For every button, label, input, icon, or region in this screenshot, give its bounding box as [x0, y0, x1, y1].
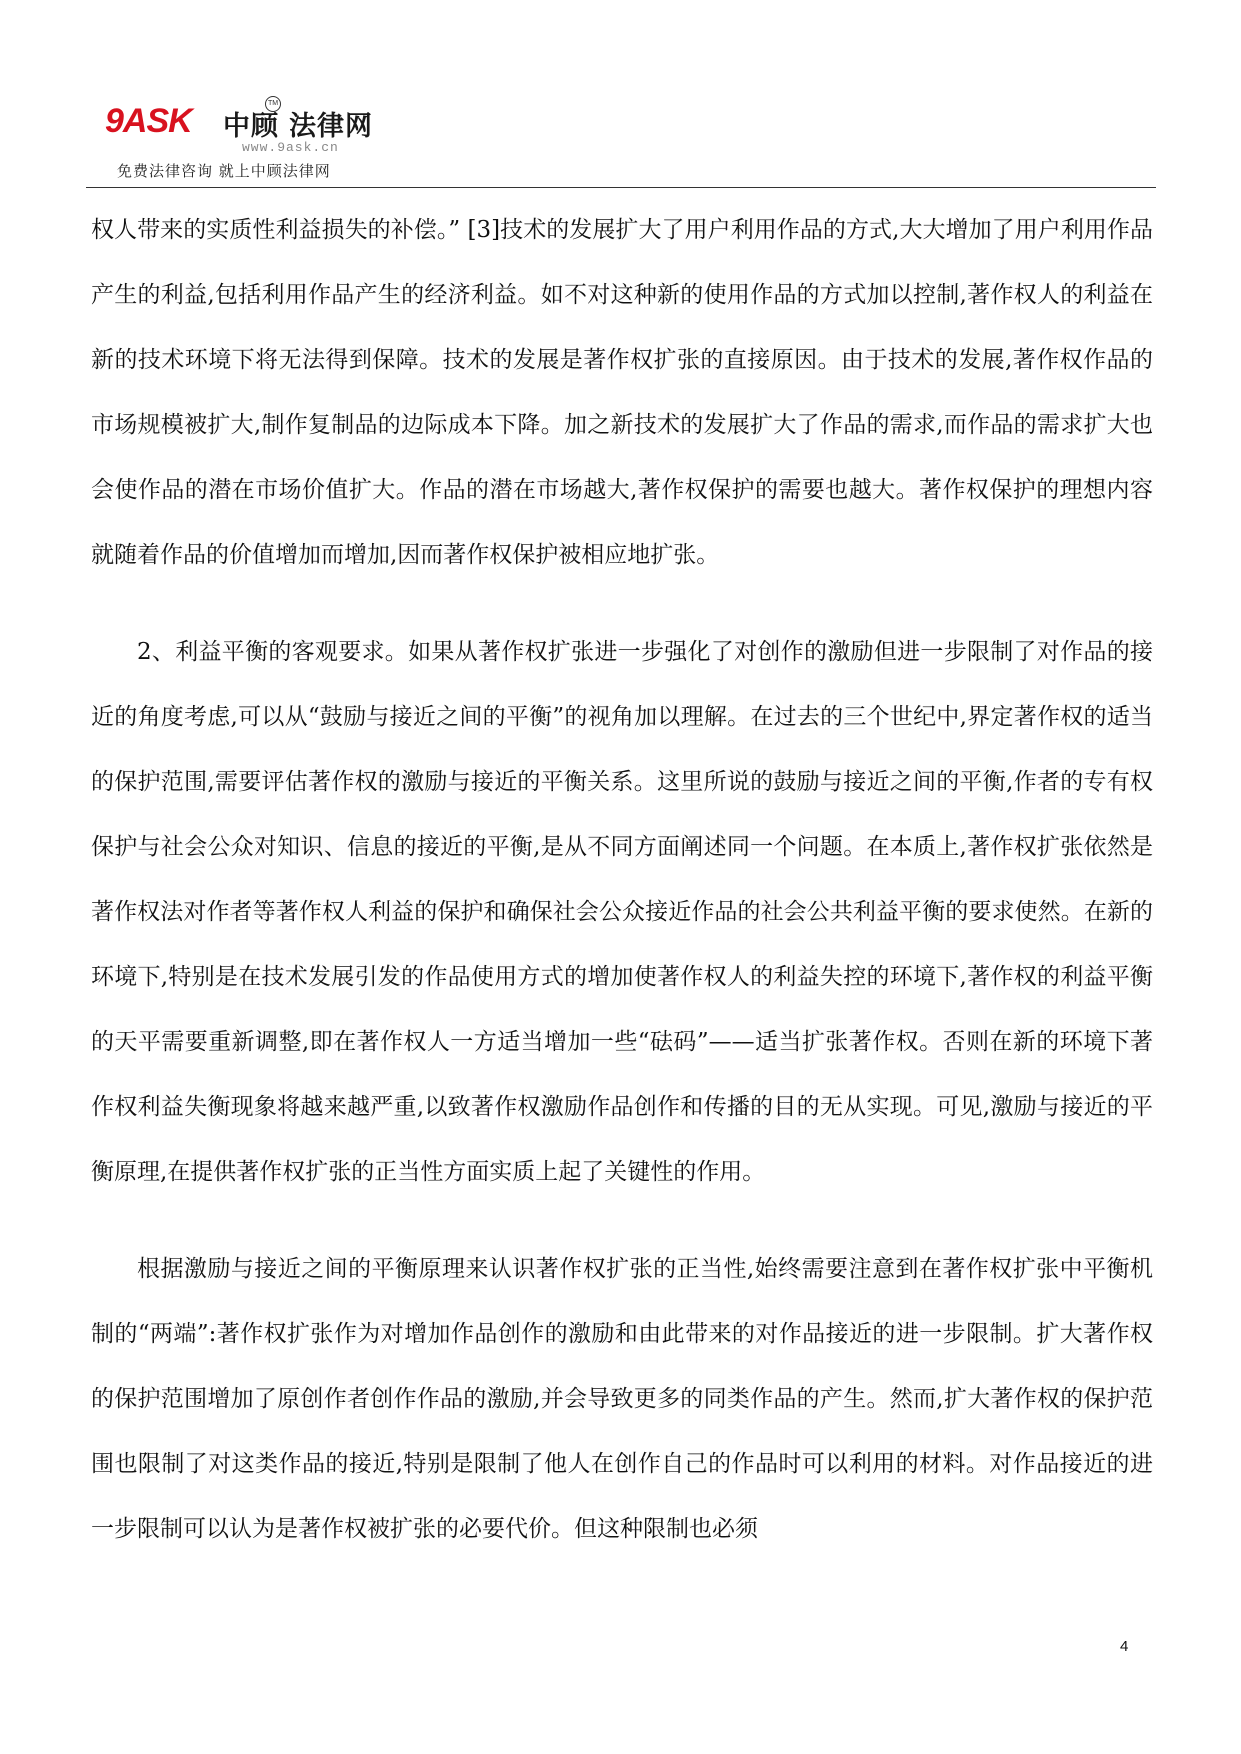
paragraph-3: 根据激励与接近之间的平衡原理来认识著作权扩张的正当性,始终需要注意到在著作权扩张中平衡机制的“两端”:著作权扩张作为对增加作品创作的激励和由此带来的对作品接近的进一步限制。扩大著作权的保护范围增加了原创作者创作作品的激励,并会导致更多的同类作品的产生。然而,扩大著作权的保护范围也限制了对这类作品的接近,特别是限制了他人在创作自己的作品时可以利用的材料。对作品接近的进一步限制可以认为是著作权被扩张的必要代价。但这种限制也必须 [91, 1256, 1153, 1542]
document-body [91, 198, 1153, 1562]
logo-mark: 9ASK [105, 102, 192, 140]
logo-brand-text: 中顾 [223, 111, 279, 142]
header-divider [86, 187, 1156, 188]
paragraph-2: 2、利益平衡的客观要求。如果从著作权扩张进一步强化了对创作的激励但进一步限制了对作品的接近的角度考虑,可以从“鼓励与接近之间的平衡”的视角加以理解。在过去的三个世纪中,界定著作权的适当的保护范围,需要评估著作权的激励与接近的平衡关系。这里所说的鼓励与接近之间的平衡,作者的专有权保护与社会公众对知识、信息的接近的平衡,是从不同方面阐述同一个问题。在本质上,著作权扩张依然是著作权法对作者等著作权人利益的保护和确保社会公众接近作品的社会公共利益平衡的要求使然。在新的环境下,特别是在技术发展引发的作品使用方式的增加使著作权人的利益失控的环境下,著作权的利益平衡的天平需要重新调整,即在著作权人一方适当增加一些“砝码”——适当扩张著作权。否则在新的环境下著作权利益失衡现象将越来越严重,以致著作权激励作品创作和传播的目的无从实现。可见,激励与接近的平衡原理,在提供著作权扩张的正当性方面实质上起了关键性的作用。 [91, 639, 1153, 1185]
paragraph-spacer [91, 588, 1153, 620]
logo-name-text: 法律网 [289, 111, 373, 142]
site-logo[interactable] [105, 82, 465, 178]
logo-wordmark [223, 104, 373, 143]
logo-url: www.9ask.cn [242, 140, 339, 155]
paragraph-spacer [91, 1205, 1153, 1237]
logo-slogan: 免费法律咨询 就上中顾法律网 [117, 162, 331, 180]
trademark-icon: TM [265, 96, 281, 112]
page-number: 4 [1120, 1638, 1129, 1655]
paragraph-1: 权人带来的实质性利益损失的补偿。” [3]技术的发展扩大了用户利用作品的方式,大大增加了用户利用作品产生的利益,包括利用作品产生的经济利益。如不对这种新的使用作品的方式加以控制,著作权人的利益在新的技术环境下将无法得到保障。技术的发展是著作权扩张的直接原因。由于技术的发展,著作权作品的市场规模被扩大,制作复制品的边际成本下降。加之新技术的发展扩大了作品的需求,而作品的需求扩大也会使作品的潜在市场价值扩大。作品的潜在市场越大,著作权保护的需要也越大。著作权保护的理想内容就随着作品的价值增加而增加,因而著作权保护被相应地扩张。 [91, 217, 1153, 568]
page-header [95, 82, 1155, 182]
